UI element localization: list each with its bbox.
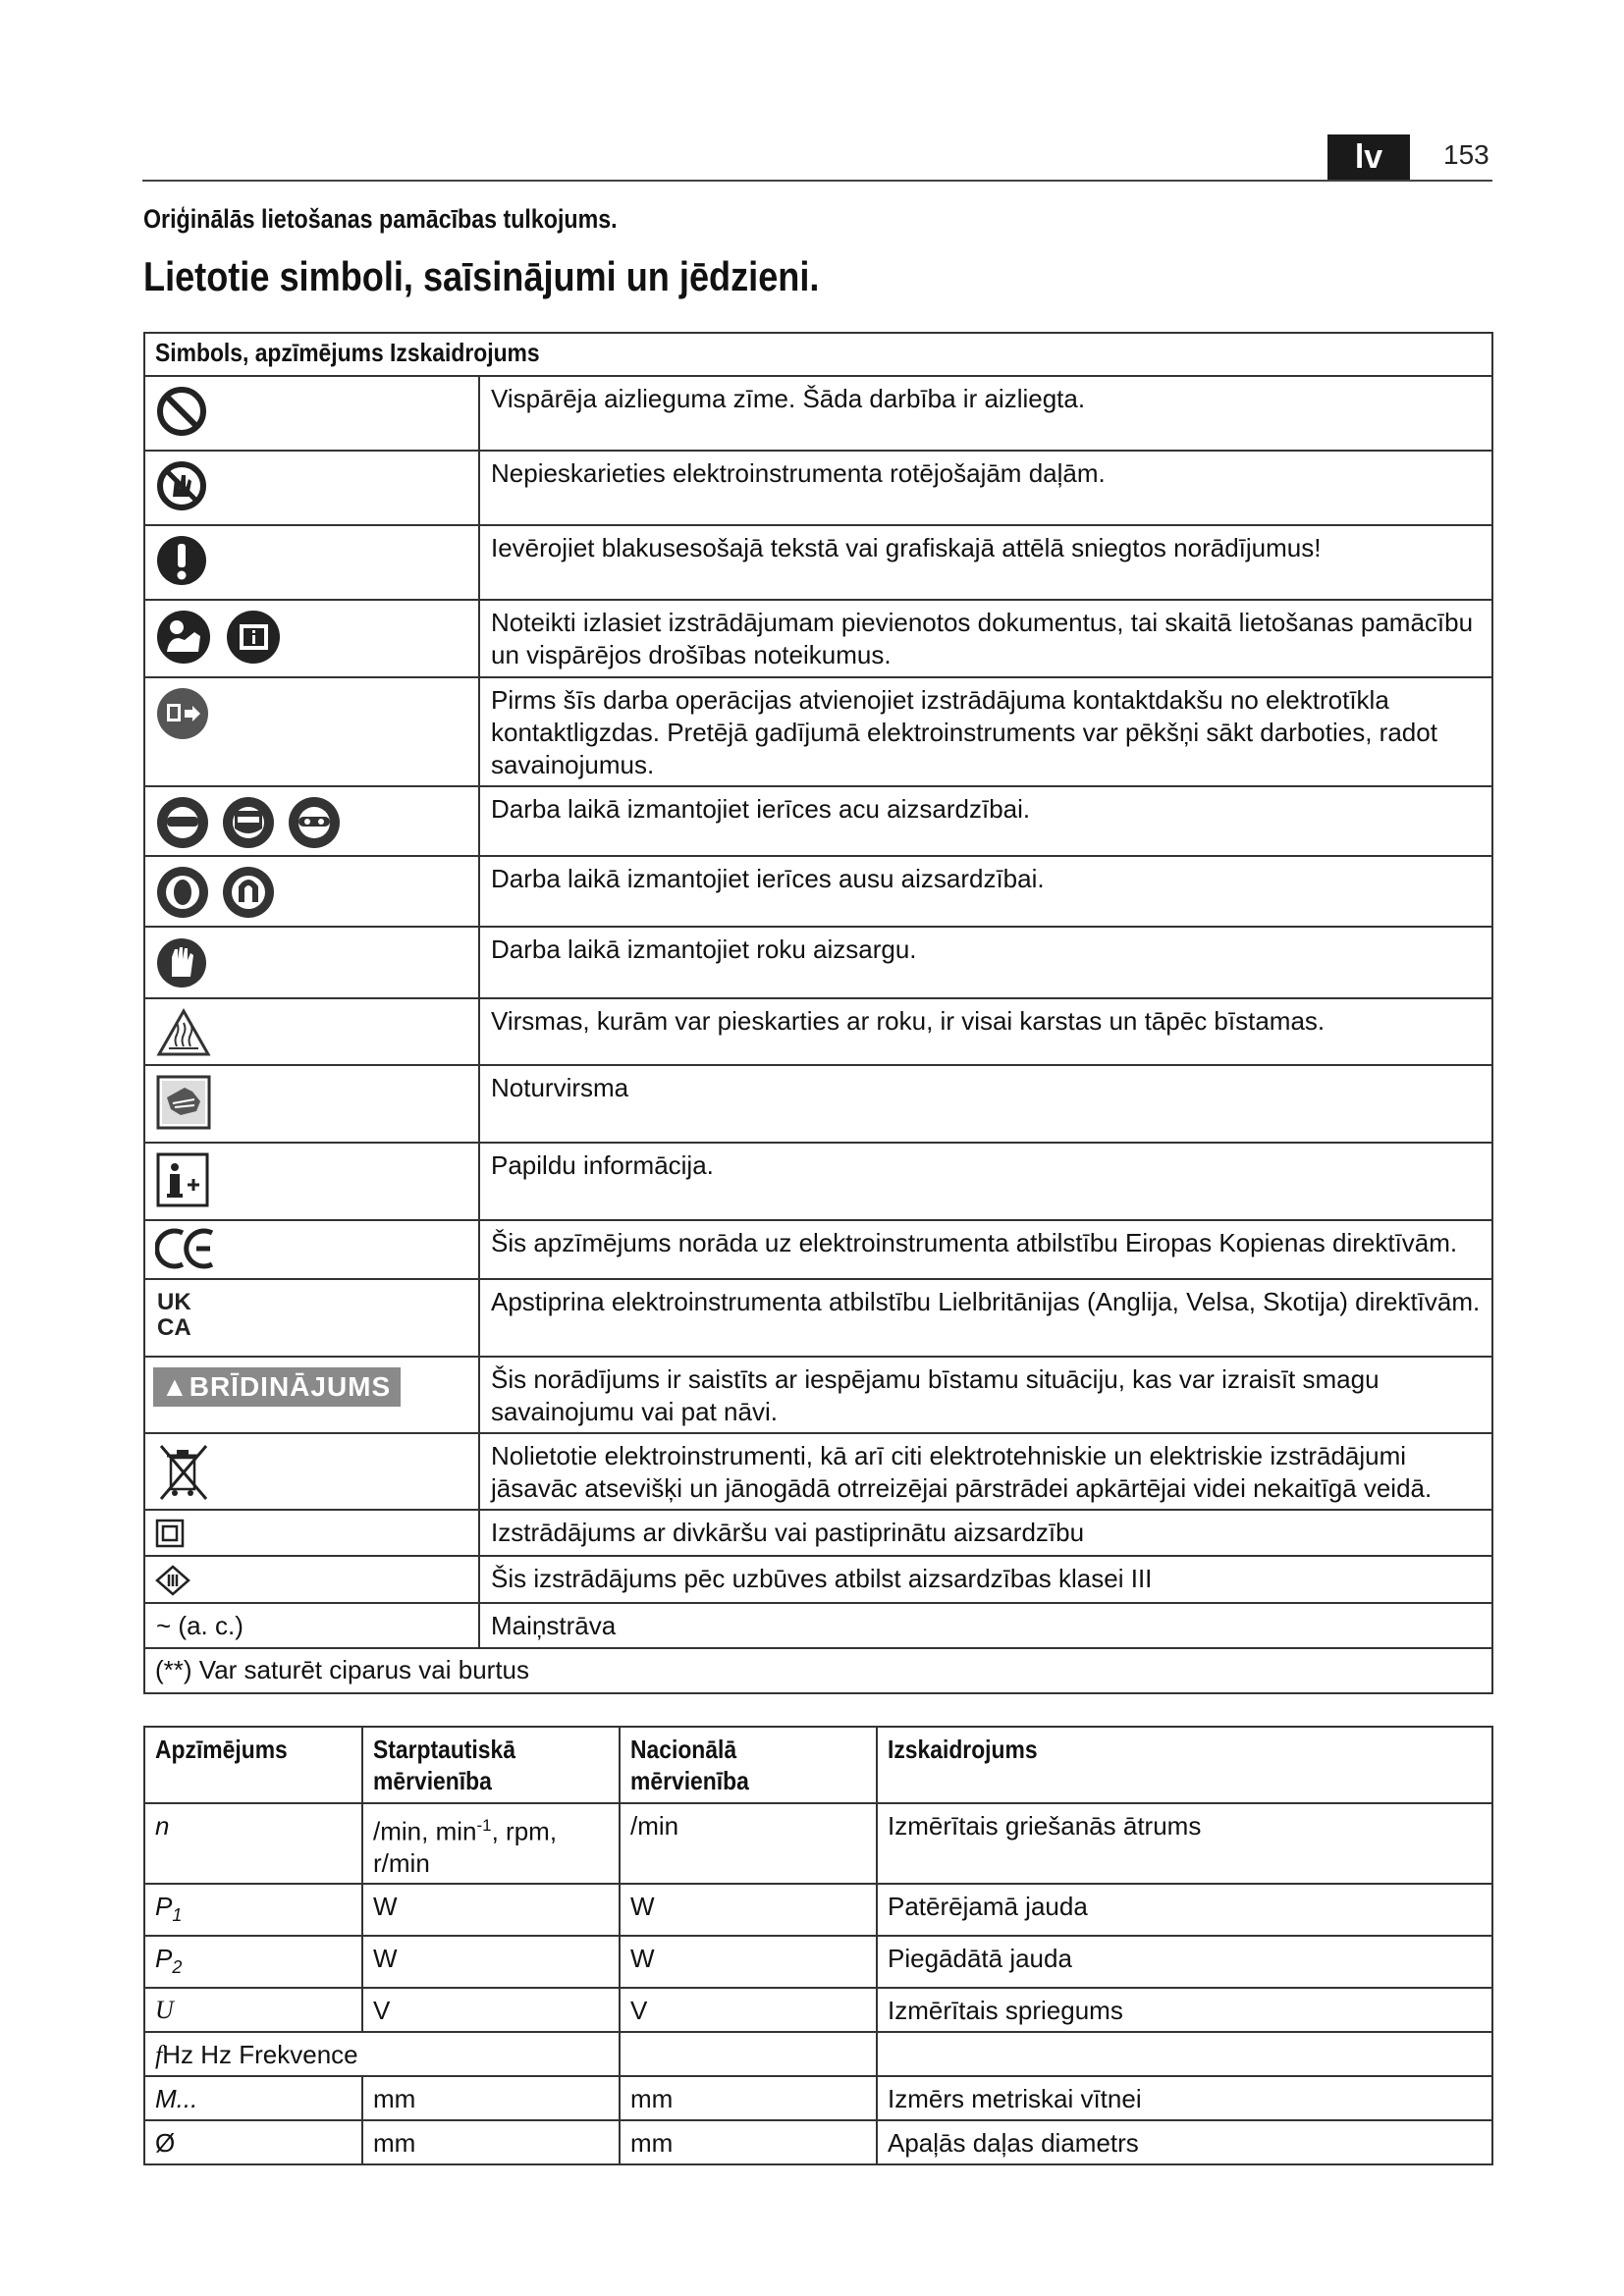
read-manual-icon	[155, 609, 214, 666]
symbol-description: Vispārēja aizlieguma zīme. Šāda darbība ir aizliegta.	[479, 376, 1492, 451]
unit-symbol: M...	[144, 2076, 362, 2120]
symbol-cell	[144, 1279, 479, 1357]
units-header-symbol: Apzīmējums	[144, 1727, 362, 1803]
symbol-cell	[144, 1220, 479, 1279]
symbol-cell	[144, 856, 479, 927]
grip-surface-icon	[155, 1074, 212, 1131]
double-insulation-icon	[155, 1519, 185, 1548]
safety-goggles-icon	[287, 795, 342, 850]
header-rule	[142, 180, 1492, 182]
symbols-table	[143, 332, 1493, 1694]
symbol-cell	[144, 525, 479, 600]
unit-description: Piegādātā jauda	[877, 1936, 1492, 1988]
units-header-description: Izskaidrojums	[877, 1727, 1492, 1803]
symbol-description: Darba laikā izmantojiet ierīces ausu aizsardzībai.	[479, 856, 1492, 927]
unit-description: Izmērītais griešanās ātrums	[877, 1803, 1492, 1884]
unit-international: mm	[362, 2120, 620, 2164]
exclamation-icon	[155, 534, 208, 587]
svg-text:CA: CA	[157, 1314, 191, 1341]
language-badge: lv	[1327, 134, 1410, 180]
symbol-cell	[144, 1556, 479, 1603]
info-icon	[155, 1151, 210, 1208]
svg-text:UK: UK	[157, 1289, 191, 1315]
prohibition-icon	[155, 385, 208, 438]
document-subtitle: Oriģinālās lietošanas pamācības tulkojums.	[143, 204, 618, 234]
protection-class-iii-icon	[155, 1565, 190, 1596]
symbol-description: Ievērojiet blakusesošajā tekstā vai grafiskajā attēlā sniegtos norādījumus!	[479, 525, 1492, 600]
unit-international: W	[362, 1936, 620, 1988]
units-header-international: Starptautiskā mērvienība	[362, 1727, 620, 1803]
ukca-mark-icon	[155, 1286, 208, 1341]
face-shield-icon	[221, 795, 276, 850]
symbol-description: Darba laikā izmantojiet roku aizsargu.	[479, 927, 1492, 998]
unit-international: /min, $\min^{-1}$, rpm, r/min	[362, 1803, 620, 1884]
symbol-description: Noteikti izlasiet izstrādājumam pievienotos dokumentus, tai skaitā lietošanas pamācību un vispārējos drošības noteikumus.	[479, 600, 1492, 677]
symbol-description: Darba laikā izmantojiet ierīces acu aizsardzībai.	[479, 786, 1492, 856]
symbols-table-footnote: (**) Var saturēt ciparus vai burtus	[144, 1648, 1492, 1693]
symbol-cell	[144, 927, 479, 998]
unit-international: mm	[362, 2076, 620, 2120]
unit-description	[877, 2032, 1492, 2076]
symbol-description: Šis izstrādājums pēc uzbūves atbilst aizsardzības klasei III	[479, 1556, 1492, 1603]
disconnect-plug-icon	[155, 686, 210, 741]
page-title: Lietotie simboli, saīsinājumi un jēdzieni.	[143, 253, 820, 299]
symbol-description: Noturvirsma	[479, 1065, 1492, 1143]
unit-symbol: $P_1$	[144, 1884, 362, 1936]
unit-description: Izmērītais spriegums	[877, 1988, 1492, 2032]
ce-mark-icon	[155, 1227, 218, 1270]
hot-surface-icon	[155, 1007, 212, 1058]
symbol-description: Papildu informācija.	[479, 1143, 1492, 1220]
ear-muffs-icon	[221, 865, 276, 920]
weee-bin-icon	[155, 1442, 212, 1501]
warning-label-text: BRĪDINĀJUMS	[189, 1371, 392, 1402]
symbol-cell	[144, 451, 479, 525]
symbols-table-header: Simbols, apzīmējums Izskaidrojums	[144, 333, 1492, 376]
unit-national: W	[620, 1936, 877, 1988]
units-table	[143, 1726, 1493, 2165]
symbol-cell	[144, 1143, 479, 1220]
unit-international: V	[362, 1988, 620, 2032]
page-number: 153	[1443, 139, 1489, 170]
unit-national: V	[620, 1988, 877, 2032]
symbol-cell	[144, 376, 479, 451]
unit-symbol: $P_2$	[144, 1936, 362, 1988]
symbol-cell	[144, 1510, 479, 1556]
hand-protection-icon	[155, 935, 208, 990]
unit-symbol: n	[144, 1803, 362, 1884]
symbol-cell	[144, 1357, 479, 1433]
unit-description: Apaļās daļas diametrs	[877, 2120, 1492, 2164]
symbol-cell	[144, 1065, 479, 1143]
symbol-description: Izstrādājums ar divkāršu vai pastiprinātu aizsardzību	[479, 1510, 1492, 1556]
units-header-national: Nacionālā mērvienība	[620, 1727, 877, 1803]
symbol-description: Šis apzīmējums norāda uz elektroinstrumenta atbilstību Eiropas Kopienas direktīvām.	[479, 1220, 1492, 1279]
symbol-text: ~ (a. c.)	[144, 1603, 479, 1648]
unit-symbol: U	[144, 1988, 362, 2032]
unit-international: W	[362, 1884, 620, 1936]
symbol-description: Pirms šīs darba operācijas atvienojiet izstrādājuma kontaktdakšu no elektrotīkla kontaktligzdas. Pretējā gadījumā elektroinstruments var pēkšņi sākt darboties, radot savainojumus.	[479, 677, 1492, 786]
symbol-description: Nolietotie elektroinstrumenti, kā arī citi elektrotehniskie un elektriskie izstrādājumi jāsavāc atsevišķi un jānogādā otrreizējai pārstrādei apkārtējai videi nekaitīgā veidā.	[479, 1433, 1492, 1510]
symbol-cell	[144, 1433, 479, 1510]
symbol-cell	[144, 786, 479, 856]
unit-national: W	[620, 1884, 877, 1936]
unit-national: /min	[620, 1803, 877, 1884]
unit-national: mm	[620, 2076, 877, 2120]
unit-description: Izmērs metriskai vītnei	[877, 2076, 1492, 2120]
symbol-cell	[144, 600, 479, 677]
ear-protection-icon	[155, 865, 210, 920]
symbol-cell	[144, 998, 479, 1065]
unit-symbol: Ø	[144, 2120, 362, 2164]
symbol-description: Apstiprina elektroinstrumenta atbilstību Lielbritānijas (Anglija, Velsa, Skotija) direktīvām.	[479, 1279, 1492, 1357]
manual-book-icon	[225, 609, 284, 666]
symbol-description: Maiņstrāva	[479, 1603, 1492, 1648]
unit-national: mm	[620, 2120, 877, 2164]
warning-triangle-icon: ▲	[161, 1371, 189, 1402]
unit-merged-row: fHz Hz Frekvence	[144, 2032, 620, 2076]
symbol-description: Nepieskarieties elektroinstrumenta rotējošajām daļām.	[479, 451, 1492, 525]
symbol-cell	[144, 677, 479, 786]
symbol-description: Virsmas, kurām var pieskarties ar roku, ir visai karstas un tāpēc bīstamas.	[479, 998, 1492, 1065]
warning-label	[153, 1367, 401, 1407]
unit-national	[620, 2032, 877, 2076]
symbol-description: Šis norādījums ir saistīts ar iespējamu bīstamu situāciju, kas var izraisīt smagu savainojumu vai pat nāvi.	[479, 1357, 1492, 1433]
no-touch-rotating-parts-icon	[155, 459, 208, 512]
eye-protection-icon	[155, 795, 210, 850]
unit-description: Patērējamā jauda	[877, 1884, 1492, 1936]
